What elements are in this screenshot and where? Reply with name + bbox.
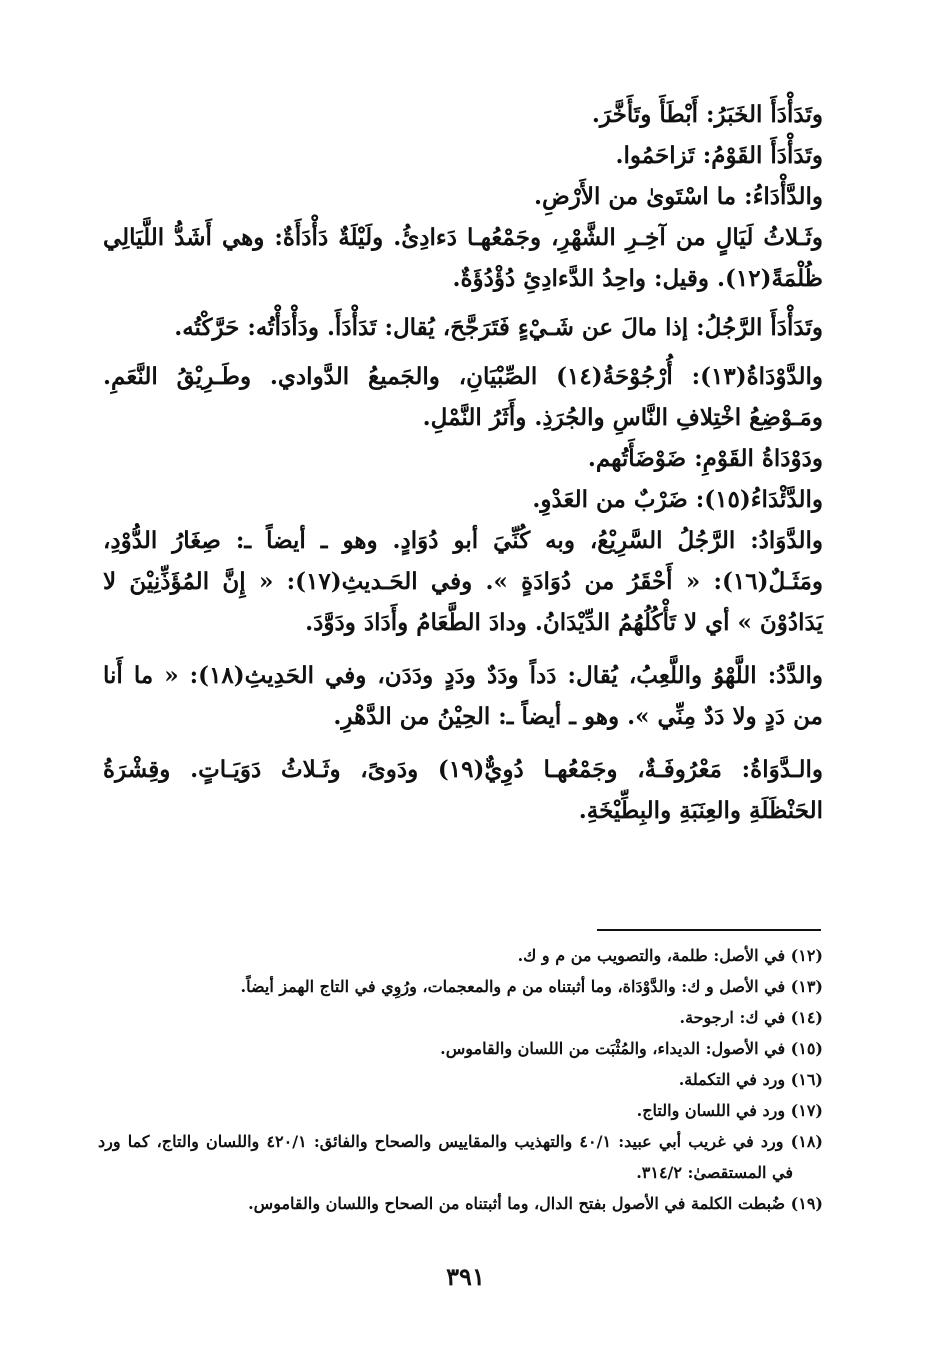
paragraph: والدَّئْدَاءُ(١٥): ضَرْبٌ من العَدْوِ. — [532, 486, 823, 513]
footnote: (١٦) ورد في التكملة. — [678, 1070, 823, 1089]
paragraph: والدَّأْدَاءُ: ما اسْتَوىٰ من الأَرْضِ. — [533, 183, 823, 210]
footnote: (١٤) في ك: ارجوحة. — [679, 1008, 823, 1027]
page-number: ٣٩١ — [446, 1262, 485, 1291]
paragraph: والدَّدُ: اللَّهْوُ واللَّعِبُ، يُقال: دَداً ودَدٌ ودَدٍ ودَدَن، وفي الحَدِيثِ(١٨): « ما أَنا من دَدٍ ولا دَدٌ مِنِّي ». وهو ـ أيضاً ـ: الحِيْنُ من الدَّهْرِ. — [103, 662, 823, 730]
footnote: (١٩) ضُبطت الكلمة في الأصول بفتح الدال، وما أثبتناه من الصحاح واللسان والقاموس. — [248, 1194, 823, 1213]
footnotes — [98, 940, 823, 1219]
paragraph: والدَّوَادُ: الرَّجُلُ السَّرِيْعُ، وبه كُنِّيَ أبو دُوَادٍ. وهو ـ أيضاً ـ: صِغَارُ الدُّوْدِ، ومَثَـلٌ(١٦): « أَحْقَرُ من دُوَادَةٍ ». وفي الحَـديثِ(١٧): « إِنَّ المُؤَذِّنِيْنَ لا يَدَادُوْنَ » أي لا تَأْكُلُهُمُ الدِّيْدَانُ. ودادَ الطَّعَامُ وأَدَادَ ودَوَّدَ. — [103, 527, 824, 636]
footnote-divider — [597, 929, 821, 931]
footnote: (١٣) في الأصل و ك: والدَّوْدَاة، وما أثبتناه من م والمعجمات، ورُوِي في التاج الهمز أيضاً. — [240, 977, 823, 996]
paragraph: وتَدَأْدَأَ القَوْمُ: تَزاحَمُوا. — [615, 142, 823, 169]
footnote: (١٥) في الأصول: الديداء، والمُثْبَت من اللسان والقاموس. — [440, 1039, 823, 1058]
paragraph: وثَـلاثُ لَيَالٍ من آخِـرِ الشَّهْرِ، وجَمْعُهـا دَءادِئُ. ولَيْلَةٌ دَأْدَأَةٌ: وهي أَشَدُّ اللَّيَالِي ظُلْمَةً(١٢). وقيل: واحِدُ الدَّءادِئِ دُؤْدُؤَةٌ. — [103, 224, 823, 292]
paragraph: وتَدَأْدَأَ الخَبَرُ: أَبْطَأَ وتَأَخَّرَ. — [591, 101, 823, 128]
footnote: (١٢) في الأصل: طلمة، والتصويب من م و ك. — [517, 946, 823, 965]
footnote: (١٧) ورد في اللسان والتاج. — [636, 1101, 823, 1120]
main-text — [103, 94, 823, 831]
paragraph: والدَّوْدَاةُ(١٣): أُرْجُوْحَةُ(١٤) الصِّبْيَانِ، والجَميعُ الدَّوادي. وطَـرِيْقُ النَّعَمِ. ومَـوْضِعُ اخْتِلافِ النَّاسِ والجُرَذِ. وأَثَرُ النَّمْلِ. — [103, 363, 823, 431]
paragraph: والـدَّوَاةُ: مَعْرُوفَـةٌ، وجَمْعُهـا دُوِيٌّ(١٩) ودَوىً، وثَـلاثُ دَوَيَـاتٍ. وقِشْرَةُ الحَنْظَلَةِ والعِنَبَةِ والبِطِّيْخَةِ. — [103, 756, 824, 824]
paragraph: ودَوْدَاةُ القَوْمِ: ضَوْضَأَتُهم. — [587, 445, 823, 472]
footnote: (١٨) ورد في غريب أبي عبيد: ٤٠/١ والتهذيب والمقاييس والصحاح والفائق: ٤٢٠/١ واللسان والتاج، كما ورد في المستقصىٰ: ٣١٤/٢. — [98, 1132, 823, 1182]
paragraph: وتَدَأْدَأَ الرَّجُلُ: إذا مالَ عن شَـيْءٍ فَتَرَجَّحَ، يُقال: تَدَأْدَأَ. ودَأْدَأْتُه: حَرَّكْتُه. — [174, 314, 823, 341]
